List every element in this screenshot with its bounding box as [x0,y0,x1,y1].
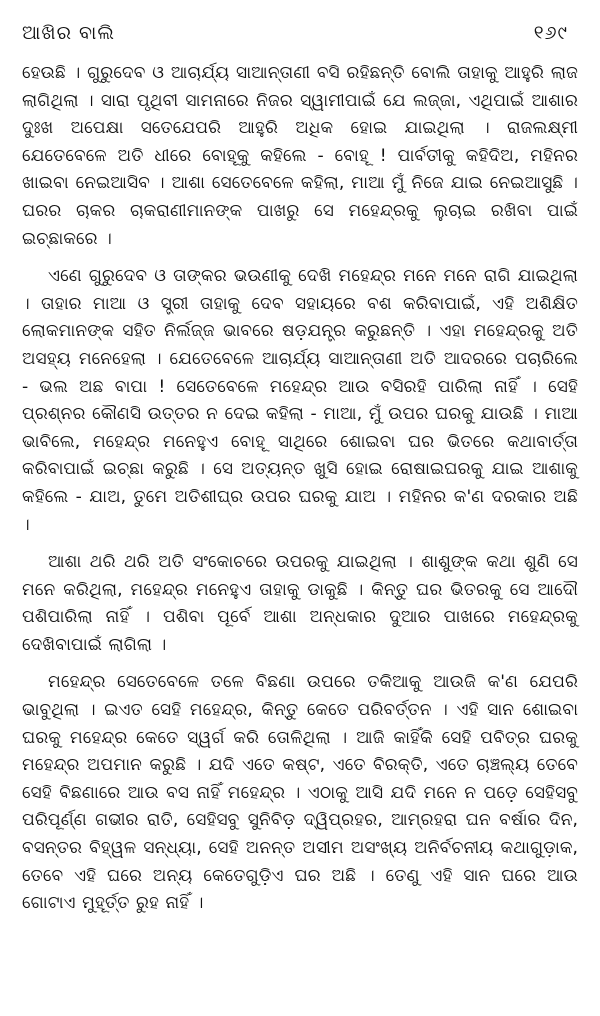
paragraph-3: ଆଶା ଥରି ଥରି ଅତି ସଂକୋଚରେ ଉପରକୁ ଯାଇଥିଲା । ଶାଶୁଙ୍କ କଥା ଶୁଣି ସେ ମନେ କରିଥିଲା, ମହେନ୍ଦ୍ର ମନେହୁଏ ତାହାକୁ ଡାକୁଛି । କିନ୍ତୁ ଘର ଭିତରକୁ ସେ ଆଦୌ ପଶିପାରିଲା ନାହିଁ । ପଶିବା ପୂର୍ବେ ଆଶା ଅନ୍ଧକାର ଦୁଆର ପାଖରେ ମହେନ୍ଦ୍ରକୁ ଦେଖିବାପାଇଁ ଲାଗିଲା । [22,552,578,655]
paragraph-1: ହେଉଛି । ଗୁରୁଦେବ ଓ ଆଚାର୍ଯ୍ୟ ସାଆନ୍ତାଣୀ ବସି ରହିଛନ୍ତି ବୋଲି ତାହାକୁ ଆହୁରି ଲାଜ ଲାଗିଥିଲା । ସାରା ପୃଥିବୀ ସାମନାରେ ନିଜର ସ୍ୱାମୀପାଇଁ ଯେ ଲଜ୍ଜା, ଏଥିପାଇଁ ଆଶାର ଦୁଃଖ ଅପେକ୍ଷା ସତେଯେପରି ଆହୁରି ଅଧିକ ହୋଇ ଯାଇଥିଲା । ରାଜଲକ୍ଷ୍ମୀ ଯେତେବେଳେ ଅତି ଧୀରେ ବୋହୂକୁ କହିଲେ - ବୋହୂ ! ପାର୍ବତୀକୁ କହିଦିଅ, ମହିନର ଖାଇବା ନେଇଆସିବ । ଆଶା ସେତେବେଳେ କହିଲା, ମାଆ ମୁଁ ନିଜେ ଯାଇ ନେଇଆସୁଛି । ଘରର ଚାକର ଚାକରାଣୀମାନଙ୍କ ପାଖରୁ ସେ ମହେନ୍ଦ୍ରକୁ ଲୁଚାଇ ରଖିବା ପାଇଁ ଇଚ୍ଛାକରେ । [22,63,578,249]
paragraph-2: ଏଣେ ଗୁରୁଦେବ ଓ ତାଙ୍କର ଭଉଣୀକୁ ଦେଖି ମହେନ୍ଦ୍ର ମନେ ମନେ ରାଗି ଯାଇଥିଲା । ତାହାର ମାଆ ଓ ସ୍ତ୍ରୀ ତାହାକୁ ଦେବ ସହାୟରେ ବଶ କରିବାପାଇଁ, ଏହି ଅଶିକ୍ଷିତ ଲୋକମାନଙ୍କ ସହିତ ନିର୍ଲଜ୍ଜ ଭାବରେ ଷଡ଼ଯନ୍ତ୍ର କରୁଛନ୍ତି । ଏହା ମହେନ୍ଦ୍ରକୁ ଅତି ଅସହ୍ୟ ମନେହେଲା । ଯେତେବେଳେ ଆଚାର୍ଯ୍ୟ ସାଆନ୍ତାଣୀ ଅତି ଆଦରରେ ପଚାରିଲେ - ଭଲ ଅଛ ବାପା ! ସେତେବେଳେ ମହେନ୍ଦ୍ର ଆଉ ବସିରହି ପାରିଲା ନାହିଁ । ସେହି ପ୍ରଶ୍ନର କୌଣସି ଉତ୍ତର ନ ଦେଇ କହିଲା - ମାଆ, ମୁଁ ଉପର ଘରକୁ ଯାଉଛି । ମାଆ ଭାବିଲେ, ମହେନ୍ଦ୍ର ମନେହୁଏ ବୋହୂ ସାଥିରେ ଶୋଇବା ଘର ଭିତରେ କଥାବାର୍ତ୍ତା କରିବାପାଇଁ ଇଚ୍ଛା କରୁଛି । ସେ ଅତ୍ୟନ୍ତ ଖୁସି ହୋଇ ରୋଷାଇଘରକୁ ଯାଇ ଆଶାକୁ କହିଲେ - ଯାଅ, ତୁମେ ଅତିଶୀଘ୍ର ଉପର ଘରକୁ ଯାଅ । ମହିନର କ'ଣ ଦରକାର ଅଛି । [22,266,578,535]
running-header [22,22,578,54]
book-title: ଆଖିର ବାଲି [22,22,115,44]
body-text [22,60,578,918]
paragraph-4: ମହେନ୍ଦ୍ର ସେତେବେଳେ ତଳେ ବିଛଣା ଉପରେ ତକିଆକୁ ଆଉଜି କ'ଣ ଯେପରି ଭାବୁଥିଲା । ଇଏତ ସେହି ମହେନ୍ଦ୍ର, କିନ୍ତୁ କେତେ ପରିବର୍ତ୍ତନ । ଏହି ସାନ ଶୋଇବା ଘରକୁ ମହେନ୍ଦ୍ର କେତେ ସ୍ୱର୍ଗ କରି ତୋଳିଥିଲା । ଆଜି କାହିଁକି ସେହି ପବିତ୍ର ଘରକୁ ମହେନ୍ଦ୍ର ଅପମାନ କରୁଛି । ଯଦି ଏତେ କଷ୍ଟ, ଏତେ ବିରକ୍ତି, ଏତେ ଚାଞ୍ଚଲ୍ୟ ତେବେ ସେହି ବିଛଣାରେ ଆଉ ବସ ନାହିଁ ମହେନ୍ଦ୍ର । ଏଠାକୁ ଆସି ଯଦି ମନେ ନ ପଡ଼େ ସେହିସବୁ ପରିପୂର୍ଣ୍ଣ ଗଭୀର ରାତି, ସେହିସବୁ ସୁନିବିଡ଼ ଦ୍ୱିପ୍ରହର, ଆମ୍ରହରା ଘନ ବର୍ଷାର ଦିନ, ବସନ୍ତର ବିହ୍ୱଳ ସନ୍ଧ୍ୟା, ସେହି ଅନନ୍ତ ଅସୀମ ଅସଂଖ୍ୟ ଅନିର୍ବଚନୀୟ କଥାଗୁଡ଼ାକ, ତେବେ ଏହି ଘରେ ଅନ୍ୟ କେତେଗୁଡ଼ିଏ ଘର ଅଛି । ତେଣୁ ଏହି ସାନ ଘରେ ଆଉ ଗୋଟାଏ ମୁହୂର୍ତ୍ତ ରୁହ ନାହିଁ । [22,672,578,914]
page-number: ୧୬୯ [533,22,568,44]
